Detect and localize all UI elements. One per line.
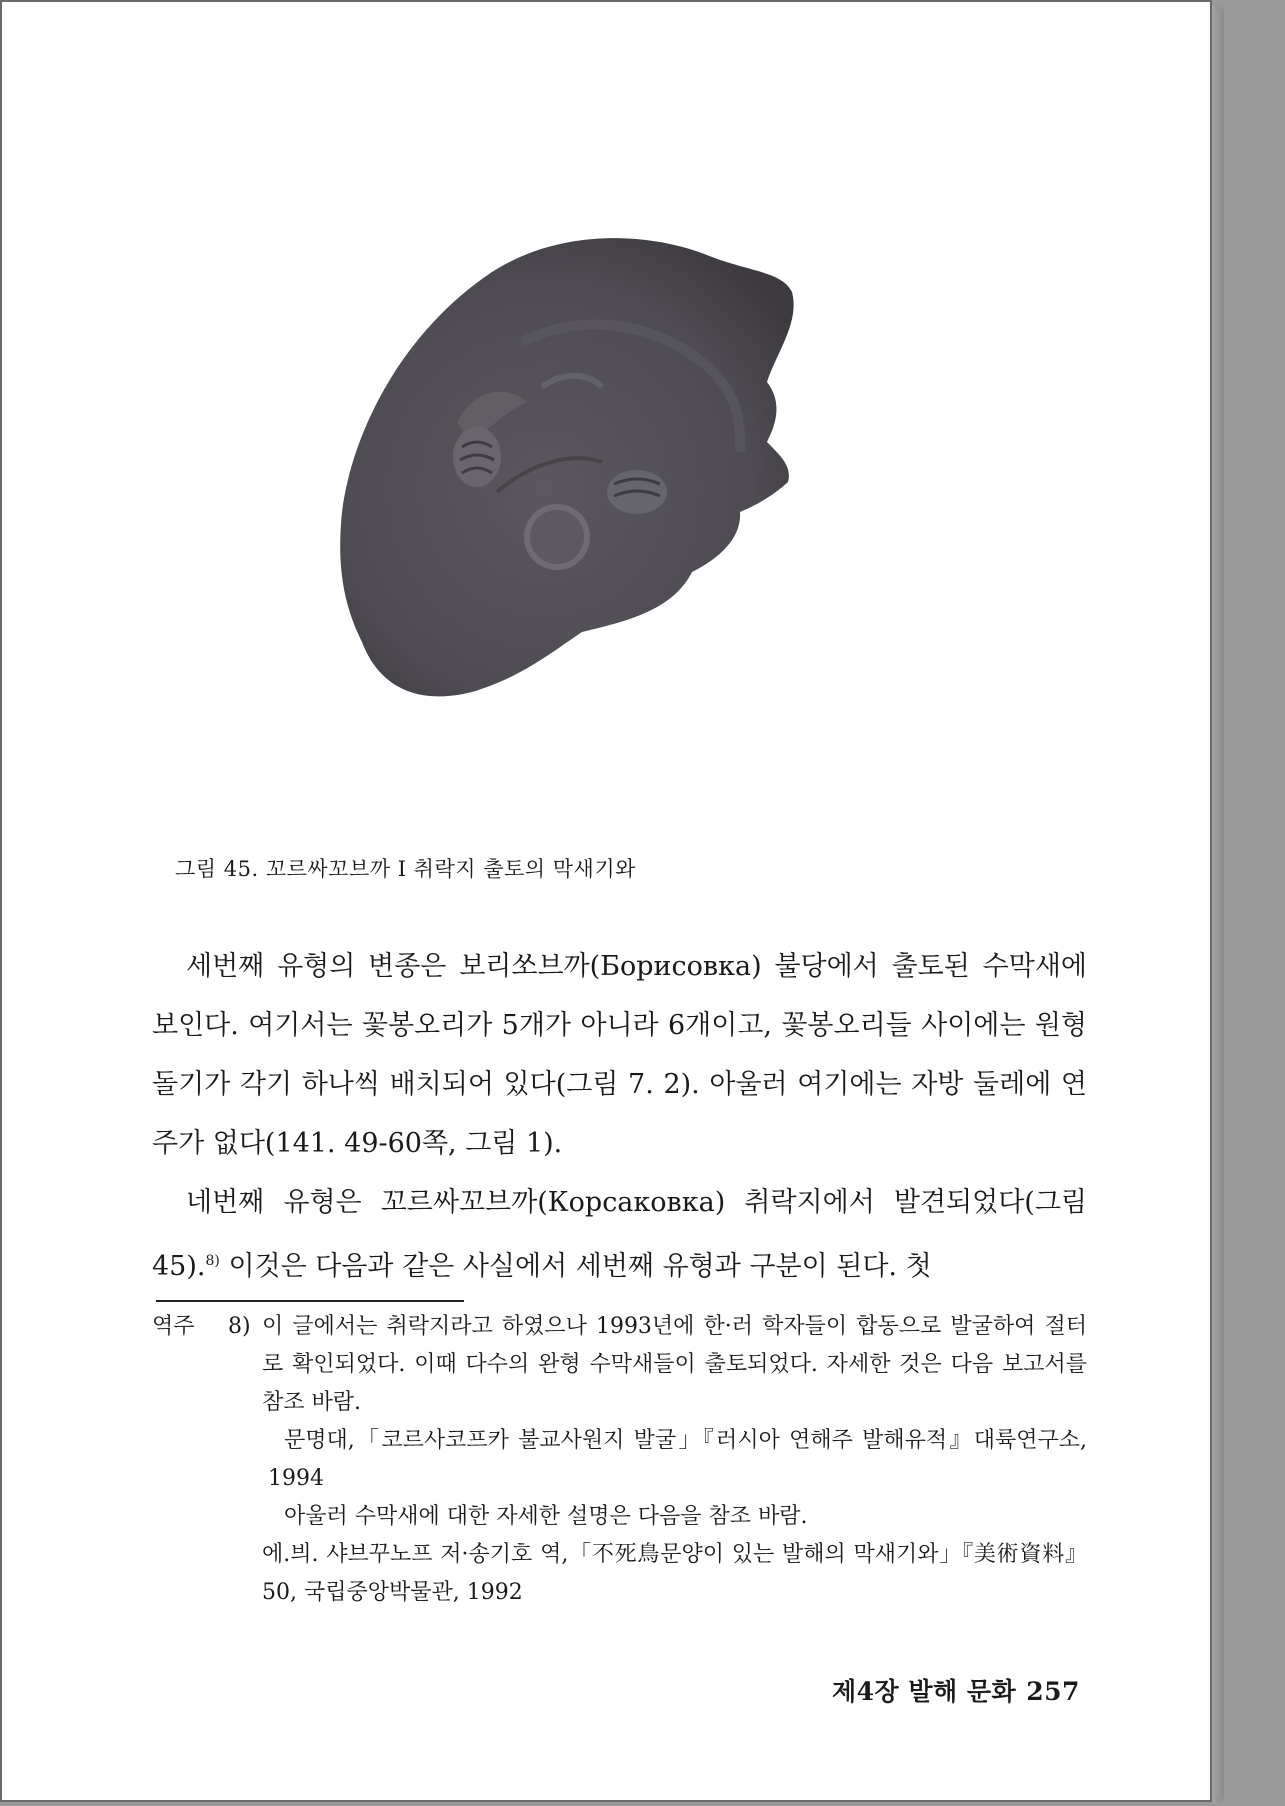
chapter-title: 제4장 발해 문화 xyxy=(832,1677,1017,1706)
roof-tile-image xyxy=(322,212,902,792)
footnote-marker[interactable]: 8) xyxy=(205,1253,220,1269)
figure-caption: 그림 45. 꼬르싸꼬브까 I 취락지 출토의 막새기와 xyxy=(175,857,636,881)
running-footer xyxy=(832,1672,1080,1708)
body-text xyxy=(152,937,1087,1296)
footnote-reference-2: 에.븨. 샤브꾸노프 저·송기호 역,「不死鳥문양이 있는 발해의 막새기와」『美術資料』50, 국립중앙박물관, 1992 xyxy=(262,1542,1087,1605)
paragraph-third-type: 세번째 유형의 변종은 보리쏘브까(Борисовка) 불당에서 출토된 수막새에 보인다. 여기서는 꽃봉오리가 5개가 아니라 6개이고, 꽃봉오리들 사이에는 원형 돌기가 각기 하나씩 배치되어 있다(그림 7. 2). 아울러 여기에는 자방 둘레에 연주가 없다(141. 49-60쪽, 그림 1). xyxy=(152,951,1087,1159)
paragraph-text-continued: 이것은 다음과 같은 사실에서 세번째 유형과 구분이 된다. 첫 xyxy=(219,1251,932,1282)
translator-note-tag: 역주 xyxy=(152,1314,195,1339)
roof-tile-fragment xyxy=(340,238,793,696)
footnote-separator xyxy=(156,1300,464,1302)
footnote-8 xyxy=(152,1308,1087,1422)
paragraph-fourth-type xyxy=(152,1173,1087,1296)
footnote-reference-1: 문명대,「코르사코프카 불교사원지 발굴」『러시아 연해주 발해유적』대륙연구소, 1994 xyxy=(268,1428,1087,1491)
footnote-text: 이 글에서는 취락지라고 하였으나 1993년에 한·러 학자들이 합동으로 발굴하여 절터로 확인되었다. 이때 다수의 완형 수막새들이 출토되었다. 자세한 것은 다음 보고서를 참조 바람. xyxy=(262,1314,1087,1415)
footnote-number: 8) xyxy=(228,1314,251,1339)
footnotes xyxy=(152,1308,1087,1612)
page-number: 257 xyxy=(1026,1677,1080,1706)
figure-roof-tile-photo xyxy=(322,212,902,792)
paragraph-text: 네번째 유형은 꼬르싸꼬브까(Корсаковка) 취락지에서 발견되었다(그림 45). xyxy=(152,1187,1087,1282)
footnote-note-2: 아울러 수막새에 대한 자세한 설명은 다음을 참조 바람. xyxy=(284,1504,808,1529)
